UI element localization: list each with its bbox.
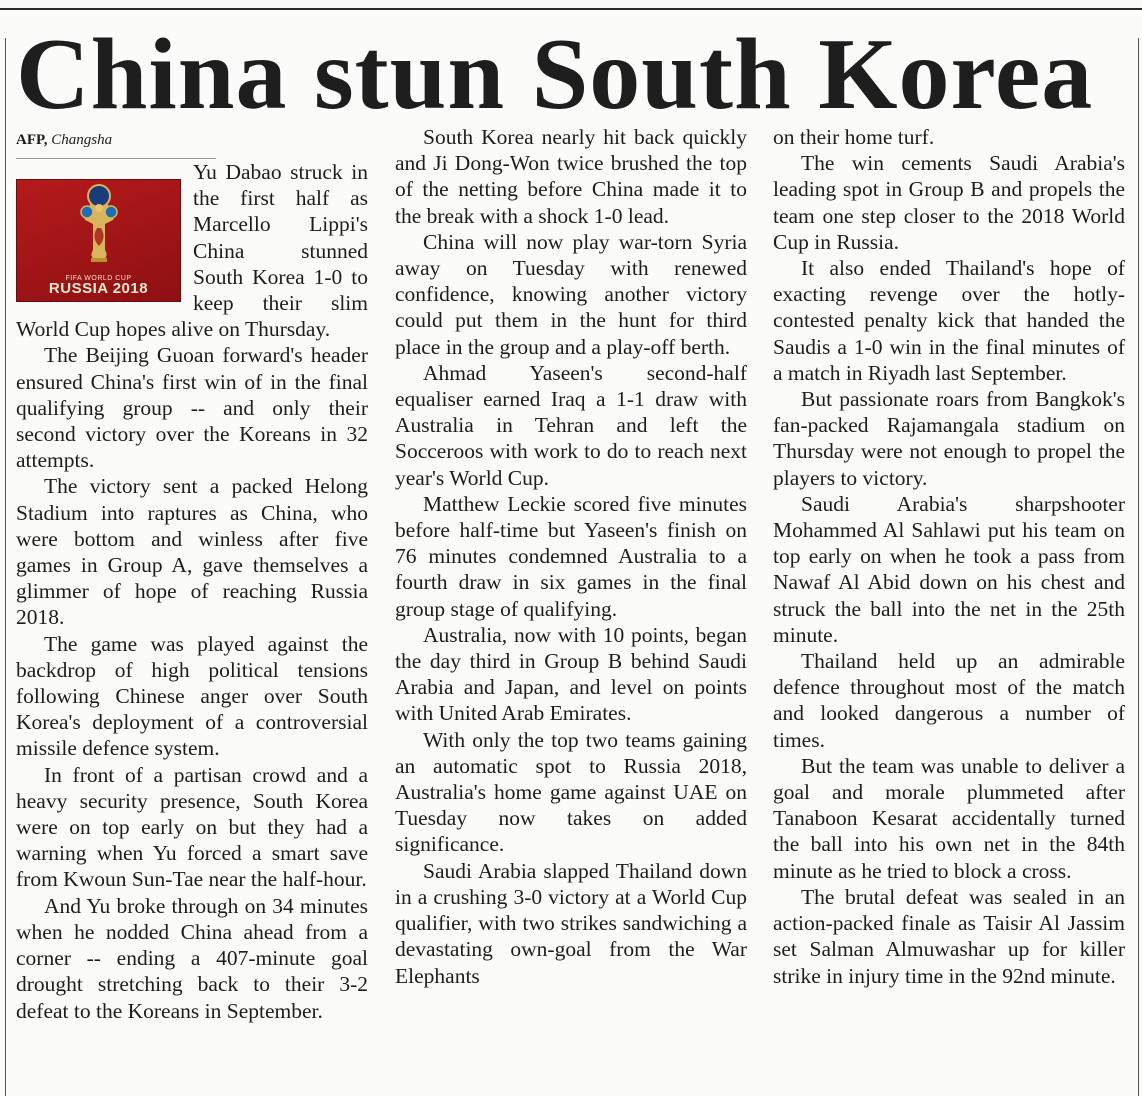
paragraph: The victory sent a packed Helong Stadium into raptures as China, who were bottom and winless after five games in Group A, gave themselves a glimmer of hope of reaching Russia 2018. <box>16 474 368 630</box>
byline-agency: AFP, <box>16 132 48 148</box>
paragraph: The game was played against the backdrop of high political tensions following Chinese anger over South Korea's deployment of a controversial missile defence system. <box>16 631 368 761</box>
paragraph: Ahmad Yaseen's second-half equaliser earned Iraq a 1-1 draw with Australia in Tehran and left the Socceroos with work to do to reach next year's World Cup. <box>395 360 747 490</box>
paragraph: With only the top two teams gaining an automatic spot to Russia 2018, Australia's home game against UAE on Tuesday now takes on added significance. <box>395 727 747 857</box>
paragraph: And Yu broke through on 34 minutes when he nodded China ahead from a corner -- ending a 407-minute goal drought stretching back to their 3-2 defeat to the Koreans in September. <box>16 893 368 1023</box>
paragraph: Australia, now with 10 points, began the day third in Group B behind Saudi Arabia and Japan, and level on points with United Arab Emirates. <box>395 622 747 726</box>
headline: China stun South Korea <box>16 18 1094 131</box>
paragraph: But passionate roars from Bangkok's fan-packed Rajamangala stadium on Thursday were not enough to propel the players to victory. <box>773 387 1125 490</box>
paragraph: The Beijing Guoan forward's header ensured China's first win of in the final qualifying group -- and only their second victory over the Koreans in 32 attempts. <box>16 343 368 473</box>
paragraph: The win cements Saudi Arabia's leading spot in Group B and propels the team one step closer to the 2018 World Cup in Russia. <box>773 151 1125 254</box>
right-column-rule <box>1138 38 1139 1096</box>
paragraph: It also ended Thailand's hope of exacting revenge over the hotly-contested penalty kick that handed the Saudis a 1-0 win in the final minutes of a match in Riyadh last September. <box>773 256 1125 385</box>
paragraph: Saudi Arabia's sharpshooter Mohammed Al Sahlawi put his team on top early on when he took a pass from Nawaf Al Abid down on his chest and struck the ball into the net in the 25th minute. <box>773 491 1125 647</box>
logo-caption-small: FIFA WORLD CUP <box>65 275 132 282</box>
article-column-2 <box>395 124 747 989</box>
paragraph: Thailand held up an admirable defence throughout most of the match and looked dangerous a number of times. <box>773 649 1125 752</box>
world-cup-logo <box>16 179 181 302</box>
paragraph: Yu Dabao struck in the first half as Marcello Lippi's China stunned South Korea 1-0 to keep their slim World Cup hopes alive on Thursday. <box>16 160 368 342</box>
logo-caption-big: RUSSIA 2018 <box>48 280 149 297</box>
byline <box>16 130 216 159</box>
left-column-rule <box>5 38 6 1096</box>
paragraph: Saudi Arabia slapped Thailand down in a crushing 3-0 victory at a World Cup qualifier, with two strikes sandwiching a devastating own-goal from the War Elephants <box>395 858 747 988</box>
byline-place: Changsha <box>51 132 113 148</box>
paragraph: Matthew Leckie scored five minutes before half-time but Yaseen's finish on 76 minutes condemned Australia to a fourth draw in six games in the final group stage of qualifying. <box>395 491 747 621</box>
article-column-1 <box>16 124 368 1024</box>
article-column-3 <box>773 124 1125 989</box>
paragraph: The brutal defeat was sealed in an action-packed finale as Taisir Al Jassim set Salman Almuwashar up for killer strike in injury time in the 92nd minute. <box>773 884 1125 988</box>
top-rule <box>0 8 1142 10</box>
paragraph: South Korea nearly hit back quickly and Ji Dong-Won twice brushed the top of the netting before China made it to the break with a shock 1-0 lead. <box>395 125 747 228</box>
paragraph: But the team was unable to deliver a goal and morale plummeted after Tanaboon Kesarat accidentally turned the ball into his own net in the 84th minute as he tried to block a cross. <box>773 753 1125 883</box>
paragraph: China will now play war-torn Syria away on Tuesday with renewed confidence, knowing another victory could put them in the hunt for third place in the group and a play-off berth. <box>395 229 747 359</box>
paragraph: on their home turf. <box>773 125 935 149</box>
paragraph: In front of a partisan crowd and a heavy security presence, South Korea were on top early on but they had a warning when Yu forced a smart save from Kwoun Sun-Tae near the half-hour. <box>16 762 368 892</box>
